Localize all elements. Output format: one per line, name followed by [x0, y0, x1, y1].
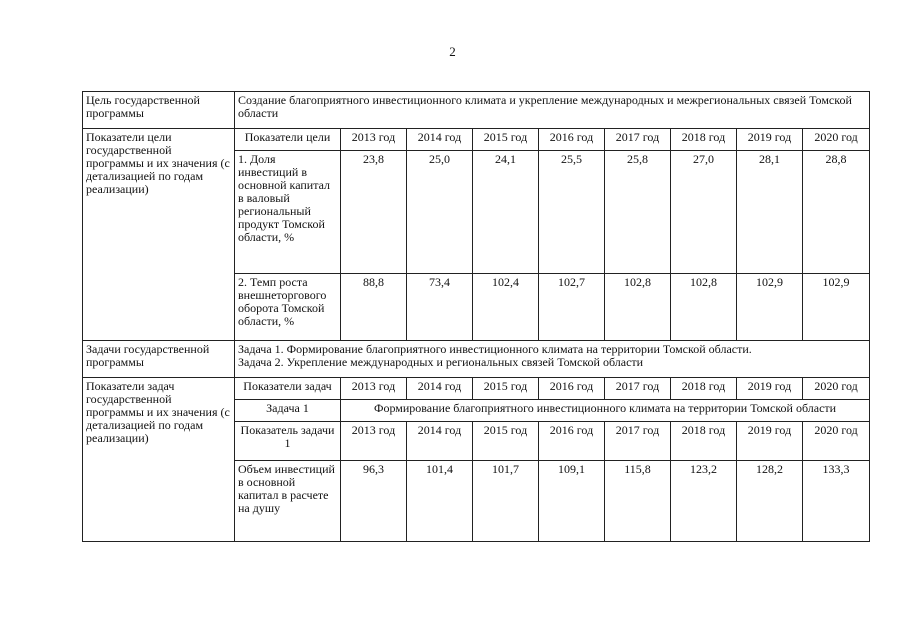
year-cell: 2013 год — [341, 129, 407, 151]
task1-label: Задача 1 — [235, 400, 341, 422]
year-cell: 2013 год — [341, 422, 407, 461]
year-cell: 2017 год — [605, 422, 671, 461]
indicator-value: 28,1 — [737, 151, 803, 274]
goal-label: Цель государственной программы — [83, 92, 235, 129]
year-cell: 2017 год — [605, 378, 671, 400]
indicator-value: 101,7 — [473, 461, 539, 542]
goal-indicators-header-row — [83, 129, 870, 151]
year-cell: 2019 год — [737, 378, 803, 400]
indicator-value: 133,3 — [803, 461, 870, 542]
year-cell: 2014 год — [407, 378, 473, 400]
task-line-1: Задача 1. Формирование благоприятного инвестиционного климата на территории Томской области. — [238, 342, 752, 356]
year-cell: 2019 год — [737, 129, 803, 151]
year-cell: 2016 год — [539, 422, 605, 461]
year-cell: 2015 год — [473, 378, 539, 400]
indicator-value: 109,1 — [539, 461, 605, 542]
indicator-value: 73,4 — [407, 274, 473, 341]
year-cell: 2013 год — [341, 378, 407, 400]
indicator-value: 25,8 — [605, 151, 671, 274]
goal-text: Создание благоприятного инвестиционного климата и укрепление международных и межрегиональных связей Томской области — [235, 92, 870, 129]
indicator-value: 128,2 — [737, 461, 803, 542]
year-cell: 2020 год — [803, 129, 870, 151]
task-indicators-label: Показатели задач государственной программы и их значения (с детализацией по годам реализации) — [83, 378, 235, 542]
task-indicators-header-row — [83, 378, 870, 400]
indicator-name: Объем инвестиций в основной капитал в расчете на душу — [235, 461, 341, 542]
indicator-name: 1. Доля инвестиций в основной капитал в валовый региональный продукт Томской области, % — [235, 151, 341, 274]
tasks-text — [235, 341, 870, 378]
indicator-value: 96,3 — [341, 461, 407, 542]
year-cell: 2020 год — [803, 422, 870, 461]
year-cell: 2018 год — [671, 129, 737, 151]
task-indicators-header: Показатели задач — [235, 378, 341, 400]
year-cell: 2017 год — [605, 129, 671, 151]
goal-indicators-label: Показатели цели государственной программы и их значения (с детализацией по годам реализации) — [83, 129, 235, 341]
goal-indicators-header: Показатели цели — [235, 129, 341, 151]
indicator-value: 102,8 — [671, 274, 737, 341]
passport-table — [82, 91, 870, 542]
year-cell: 2018 год — [671, 378, 737, 400]
year-cell: 2014 год — [407, 129, 473, 151]
indicator-value: 27,0 — [671, 151, 737, 274]
year-cell: 2019 год — [737, 422, 803, 461]
tasks-row — [83, 341, 870, 378]
year-cell: 2016 год — [539, 129, 605, 151]
task-line-2: Задача 2. Укрепление международных и региональных связей Томской области — [238, 355, 644, 369]
indicator-value: 25,5 — [539, 151, 605, 274]
indicator-value: 28,8 — [803, 151, 870, 274]
year-cell: 2018 год — [671, 422, 737, 461]
goal-row — [83, 92, 870, 129]
indicator-value: 102,9 — [737, 274, 803, 341]
year-cell: 2015 год — [473, 129, 539, 151]
year-cell: 2014 год — [407, 422, 473, 461]
indicator-value: 25,0 — [407, 151, 473, 274]
indicator-value: 23,8 — [341, 151, 407, 274]
indicator-value: 102,4 — [473, 274, 539, 341]
indicator-value: 123,2 — [671, 461, 737, 542]
indicator-value: 102,8 — [605, 274, 671, 341]
indicator-value: 115,8 — [605, 461, 671, 542]
year-cell: 2020 год — [803, 378, 870, 400]
year-cell: 2016 год — [539, 378, 605, 400]
indicator-value: 101,4 — [407, 461, 473, 542]
indicator-value: 24,1 — [473, 151, 539, 274]
task1-text: Формирование благоприятного инвестиционного климата на территории Томской области — [341, 400, 870, 422]
year-cell: 2015 год — [473, 422, 539, 461]
page-number: 2 — [449, 44, 456, 59]
indicator-value: 102,9 — [803, 274, 870, 341]
indicator-value: 88,8 — [341, 274, 407, 341]
indicator-value: 102,7 — [539, 274, 605, 341]
indicator-name: 2. Темп роста внешнеторгового оборота Томской области, % — [235, 274, 341, 341]
task1-indicator-header: Показатель задачи 1 — [235, 422, 341, 461]
tasks-label: Задачи государственной программы — [83, 341, 235, 378]
